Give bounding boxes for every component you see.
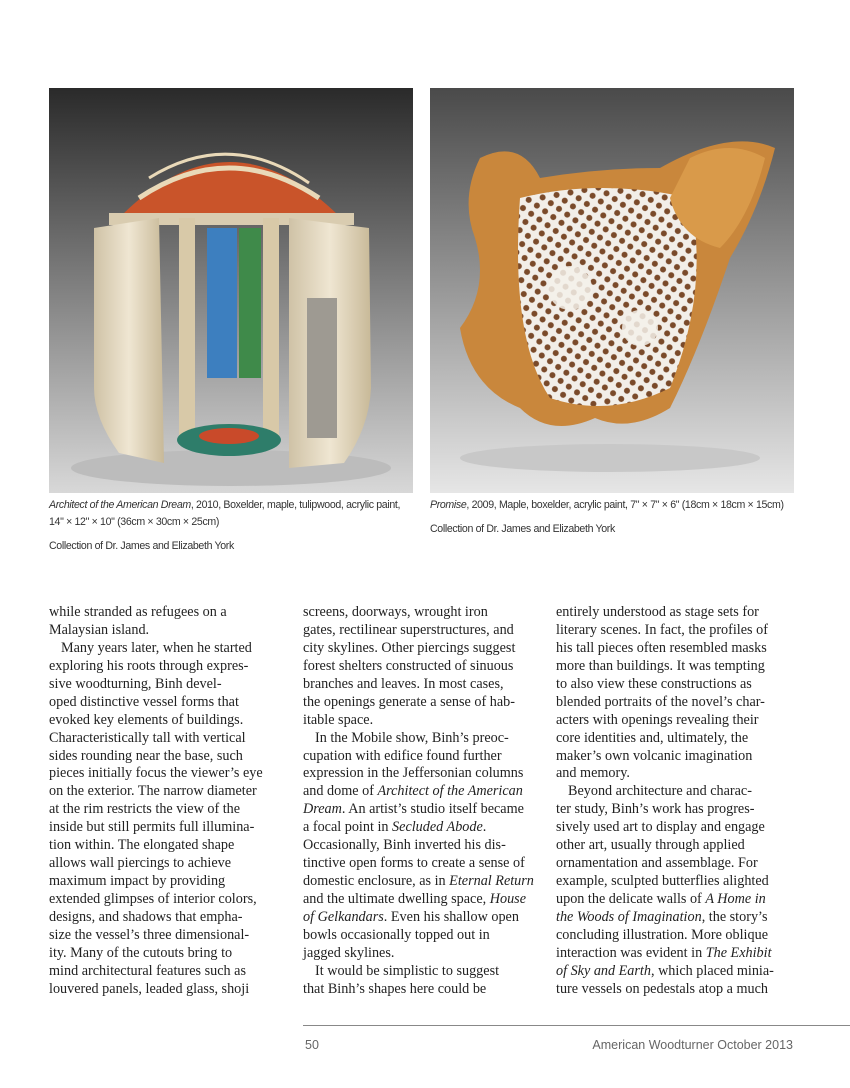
photo-caption-right [430,497,784,538]
text-line: ture vessels on pedestals atop a much [556,980,768,997]
text-line: maker’s own volcanic imagination [556,747,753,764]
text-line: gates, rectilinear superstructures, and [303,621,514,638]
text-run: and the ultimate dwelling space, [303,891,490,907]
artwork-title: Promise [430,499,467,511]
text-line: more than buildings. It was tempting [556,657,765,674]
artwork-details: , 2009, Maple, boxelder, acrylic paint, 7" × 7" × 6" (18cm × 18cm × 15cm) [466,499,784,511]
text-run: . An artist’s studio itself became [341,801,524,818]
text-run: . [482,819,487,836]
text-line: It would be simplistic to suggest [315,962,500,979]
text-line: core identities and, ultimately, the [556,729,749,746]
text-line: sides rounding near the base, such [49,747,243,764]
text-line [556,963,801,981]
text-line: sive woodturning, Binh devel- [49,675,222,692]
text-run: interaction was evident in [556,944,706,961]
text-line: jagged skylines. [303,944,395,961]
text-line: entirely understood as stage sets for [556,604,759,620]
italic-title: The Exhibit [705,944,772,961]
text-line: exploring his roots through expres- [49,657,249,674]
text-line: screens, doorways, wrought iron [303,604,488,620]
text-line: forest shelters constructed of sinuous [303,657,514,674]
text-line: Malaysian island. [49,621,150,638]
italic-title: of Gelkandars [303,908,384,925]
text-line [303,819,548,837]
text-line: oped distinctive vessel forms that [49,693,239,710]
text-run: , which placed minia- [650,962,774,979]
artwork-collection: Collection of Dr. James and Elizabeth York [49,540,234,552]
text-line: tinctive open forms to create a sense of [303,855,525,872]
text-line: to also view these constructions as [556,675,752,692]
text-line: itable space. [303,711,374,728]
text-line: size the vessel’s three dimensional- [49,926,250,943]
article-column-2 [303,604,548,999]
text-line [303,873,548,891]
artwork-photo-architect-of-the-american-dream [49,88,413,493]
page-number: 50 [305,1038,319,1052]
text-run: . Even his shallow open [383,908,519,925]
artwork-photo-promise [430,88,794,493]
text-line: literary scenes. In fact, the profiles of [556,621,768,638]
text-run: and dome of [303,783,378,800]
photo-caption-left [49,497,400,555]
text-line: his tall pieces often resembled masks [556,639,767,656]
text-line: ter study, Binh’s work has progres- [556,801,755,818]
article-column-1 [49,604,294,999]
text-line: the openings generate a sense of hab- [303,693,515,710]
italic-title: Architect of the American [377,783,523,800]
text-line: branches and leaves. In most cases, [303,675,504,692]
artwork-collection: Collection of Dr. James and Elizabeth York [430,523,615,535]
text-line: inside but still permits full illumina- [49,819,255,836]
text-line: and memory. [556,765,630,782]
text-line: bowls occasionally topped out in [303,926,490,943]
text-line: tion within. The elongated shape [49,837,235,854]
text-line: evoked key elements of buildings. [49,711,244,728]
text-line: city skylines. Other piercings suggest [303,639,516,656]
text-line: Characteristically tall with vertical [49,729,246,746]
text-line: while stranded as refugees on a [49,604,227,620]
text-line: Beyond architecture and charac- [568,783,752,800]
text-run: domestic enclosure, as in [303,873,450,890]
text-line: louvered panels, leaded glass, shoji [49,980,250,997]
text-line [303,801,548,819]
text-line: cupation with edifice found further [303,747,502,764]
text-line: Occasionally, Binh inverted his dis- [303,837,506,854]
text-line: at the rim restricts the view of the [49,801,241,818]
text-line [303,783,548,801]
text-line: expression in the Jeffersonian columns [303,765,524,782]
text-line: acters with openings revealing their [556,711,759,728]
text-run: a focal point in [303,819,393,836]
text-line [556,891,801,909]
text-line: designs, and shadows that empha- [49,908,243,925]
text-line: allows wall piercings to achieve [49,855,232,872]
text-line: on the exterior. The narrow diameter [49,783,257,800]
italic-title: A Home in [705,891,766,907]
footer-divider [303,1025,850,1026]
text-line: pieces initially focus the viewer’s eye [49,765,263,782]
text-line: example, sculpted butterflies alighted [556,873,769,890]
text-run: , the story’s [701,908,768,925]
text-line: ity. Many of the cutouts bring to [49,944,233,961]
publication-footer: American Woodturner October 2013 [592,1038,793,1052]
text-line [556,945,801,963]
italic-title: the Woods of Imagination [556,908,702,925]
text-line: In the Mobile show, Binh’s preoc- [315,729,509,746]
text-line: other art, usually through applied [556,837,745,854]
artwork-title: Architect of the American Dream [49,499,191,511]
text-line: blended portraits of the novel’s char- [556,693,765,710]
text-line: extended glimpses of interior colors, [49,891,257,907]
text-line: concluding illustration. More oblique [556,926,768,943]
artwork-dimensions: 14" × 12" × 10" (36cm × 30cm × 25cm) [49,516,220,528]
article-column-3 [556,604,801,999]
text-line: ornamentation and assemblage. For [556,855,758,872]
italic-title: of Sky and Earth [556,962,651,979]
italic-title: Secluded Abode [392,819,483,836]
text-line: maximum impact by providing [49,873,226,890]
text-line: mind architectural features such as [49,962,246,979]
text-line [303,909,548,927]
text-run: upon the delicate walls of [556,891,706,907]
text-line: sively used art to display and engage [556,819,765,836]
text-line: Many years later, when he started [61,639,252,656]
text-line [303,891,548,909]
italic-title: House [489,891,527,907]
italic-title: Dream [303,801,342,818]
text-line [556,909,801,927]
artwork-details: , 2010, Boxelder, maple, tulipwood, acrylic paint, [190,499,401,511]
italic-title: Eternal Return [449,873,534,890]
text-line: that Binh’s shapes here could be [303,980,487,997]
